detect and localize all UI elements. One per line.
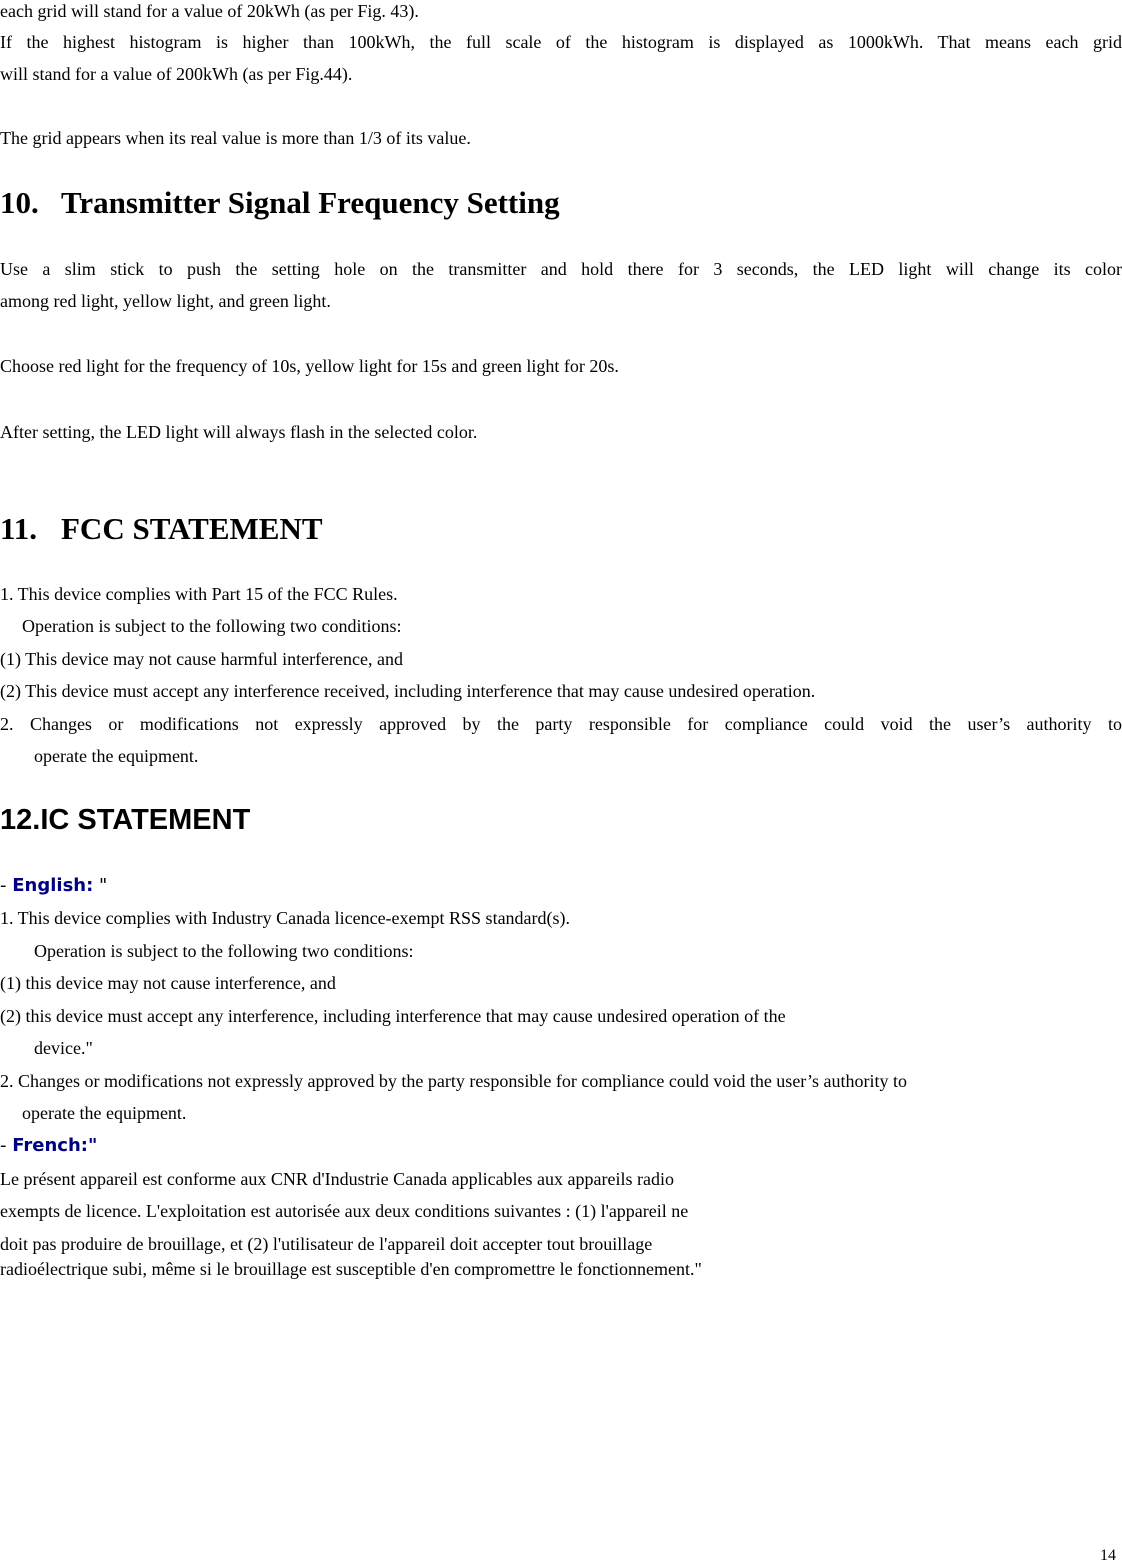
section-12-title: IC STATEMENT	[40, 804, 251, 836]
section-10-heading	[0, 185, 560, 221]
fcc-line-4: (2) This device must accept any interference received, including interference that may cause undesired operation.	[0, 681, 816, 701]
section-10-paragraph-2: Choose red light for the frequency of 10s, yellow light for 15s and green light for 20s.	[0, 356, 619, 376]
english-label-line	[0, 875, 107, 897]
intro-line-1: each grid will stand for a value of 20kWh (as per Fig. 43).	[0, 1, 419, 21]
fcc-line-2: Operation is subject to the following two conditions:	[22, 616, 402, 636]
section-10-title: Transmitter Signal Frequency Setting	[61, 185, 560, 220]
english-dash: -	[0, 875, 7, 896]
ic-english-line-7: operate the equipment.	[22, 1103, 187, 1123]
ic-english-line-5: device."	[34, 1038, 93, 1058]
intro-line-2: If the highest histogram is higher than 100kWh, the full scale of the histogram is displayed as 1000kWh. That means each grid	[0, 32, 1122, 52]
fcc-line-5: 2. Changes or modifications not expressly approved by the party responsible for compliance could void the user’s authority to	[0, 714, 1122, 734]
fcc-line-3: (1) This device may not cause harmful interference, and	[0, 649, 403, 669]
fcc-line-1: 1. This device complies with Part 15 of the FCC Rules.	[0, 584, 398, 604]
english-quote: "	[99, 875, 108, 896]
ic-french-line-4: radioélectrique subi, même si le brouillage est susceptible d'en compromettre le fonctionnement."	[0, 1259, 702, 1279]
english-label: English:	[12, 875, 94, 896]
section-11-title: FCC STATEMENT	[61, 511, 323, 546]
ic-english-line-6: 2. Changes or modifications not expressly approved by the party responsible for compliance could void the user’s authority to	[0, 1071, 907, 1091]
section-12-number: 12.	[0, 804, 41, 836]
intro-line-3: will stand for a value of 200kWh (as per Fig.44).	[0, 64, 353, 84]
ic-french-line-2: exempts de licence. L'exploitation est autorisée aux deux conditions suivantes : (1) l'appareil ne	[0, 1201, 689, 1221]
ic-english-line-4: (2) this device must accept any interference, including interference that may cause undesired operation of the	[0, 1006, 786, 1026]
french-label-line	[0, 1135, 97, 1157]
section-10-paragraph-3: After setting, the LED light will always flash in the selected color.	[0, 422, 478, 442]
ic-english-line-2: Operation is subject to the following two conditions:	[34, 941, 414, 961]
ic-english-line-3: (1) this device may not cause interference, and	[0, 973, 336, 993]
intro-line-4: The grid appears when its real value is more than 1/3 of its value.	[0, 128, 471, 148]
fcc-line-6: operate the equipment.	[34, 746, 199, 766]
ic-french-line-1: Le présent appareil est conforme aux CNR d'Industrie Canada applicables aux appareils radio	[0, 1169, 674, 1189]
page-number: 14	[1100, 1547, 1116, 1564]
section-10-paragraph-1-line-2: among red light, yellow light, and green light.	[0, 291, 331, 311]
section-11-number: 11.	[0, 511, 38, 546]
section-10-number: 10.	[0, 185, 39, 220]
french-label: French:"	[12, 1135, 98, 1156]
section-12-heading	[0, 803, 250, 837]
ic-english-line-1: 1. This device complies with Industry Canada licence-exempt RSS standard(s).	[0, 908, 571, 928]
section-10-paragraph-1-line-1: Use a slim stick to push the setting hole on the transmitter and hold there for 3 seconds, the LED light will change its color	[0, 259, 1122, 279]
section-11-heading	[0, 511, 323, 547]
french-dash: -	[0, 1135, 7, 1156]
ic-french-line-3: doit pas produire de brouillage, et (2) l'utilisateur de l'appareil doit accepter tout brouillage	[0, 1234, 653, 1254]
